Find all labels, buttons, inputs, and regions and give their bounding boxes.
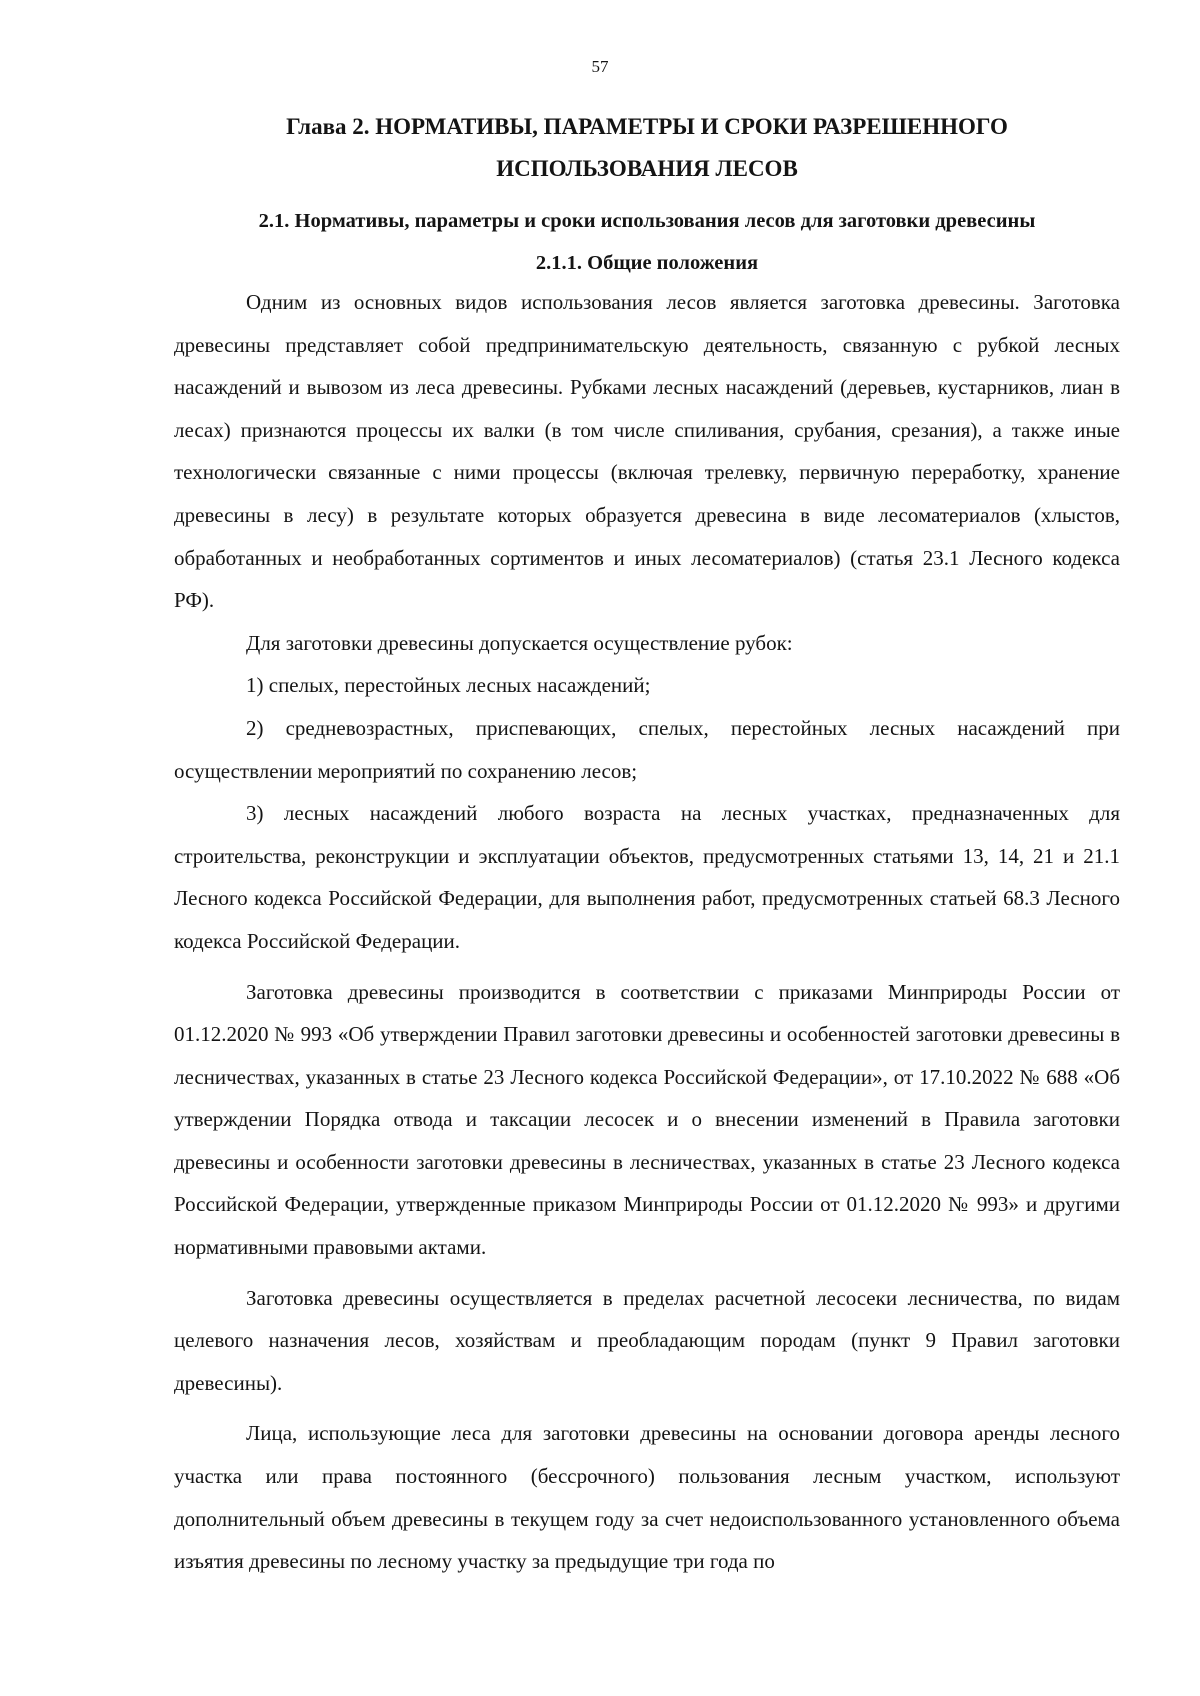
chapter-title-line-2: ИСПОЛЬЗОВАНИЯ ЛЕСОВ — [496, 156, 798, 181]
page-content — [174, 106, 1120, 1583]
chapter-title — [174, 106, 1120, 190]
paragraph-cutting-limits: Заготовка древесины осуществляется в пределах расчетной лесосеки лесничества, по видам целевого назначения лесов, хозяйствам и преобладающим породам (пункт 9 Правил заготовки древесины). — [174, 1285, 1120, 1395]
paragraph-regulations: Заготовка древесины производится в соответствии с приказами Минприроды России от 01.12.2020 № 993 «Об утверждении Правил заготовки древесины и особенностей заготовки древесины в лесничествах, указанных в статье 23 Лесного кодекса Российской Федерации», от 17.10.2022 № 688 «Об утверждении Порядка отвода и таксации лесосек и о внесении изменений в Правила заготовки древесины и особенности заготовки древесины в лесничествах, указанных в статье 23 Лесного кодекса Российской Федерации, утвержденные приказом Минприроды России от 01.12.2020 № 993» и другими нормативными правовыми актами. — [174, 979, 1120, 1260]
paragraph-felling-intro: Для заготовки древесины допускается осуществление рубок: — [246, 630, 793, 655]
list-item-1: 1) спелых, перестойных лесных насаждений; — [246, 673, 651, 698]
page-number: 57 — [591, 57, 609, 76]
paragraph-logging-definition: Одним из основных видов использования лесов является заготовка древесины. Заготовка древесины представляет собой предпринимательскую деятельность, связанную с рубкой лесных насаждений и вывозом из леса древесины. Рубками лесных насаждений (деревьев, кустарников, лиан в лесах) признаются процессы их валки (в том числе спиливания, срубания, срезания), а также иные технологически связанные с ними процессы (включая трелевку, первичную переработку, хранение древесины в лесу) в результате которых образуется древесина в виде лесоматериалов (хлыстов, обработанных и необработанных сортиментов и иных лесоматериалов) (статья 23.1 Лесного кодекса РФ). — [174, 290, 1120, 613]
list-item-3: 3) лесных насаждений любого возраста на лесных участках, предназначенных для строительства, реконструкции и эксплуатации объектов, предусмотренных статьями 13, 14, 21 и 21.1 Лесного кодекса Российской Федерации, для выполнения работ, предусмотренных статьей 68.3 Лесного кодекса Российской Федерации. — [174, 801, 1120, 953]
list-item-2: 2) средневозрастных, приспевающих, спелых, перестойных лесных насаждений при осуществлении мероприятий по сохранению лесов; — [174, 715, 1120, 783]
subsection-title: 2.1.1. Общие положения — [535, 252, 759, 274]
section-title: 2.1. Нормативы, параметры и сроки использования лесов для заготовки древесины — [258, 210, 1036, 232]
chapter-title-line-1: Глава 2. НОРМАТИВЫ, ПАРАМЕТРЫ И СРОКИ РАЗРЕШЕННОГО — [286, 114, 1008, 139]
paragraph-additional-volume: Лица, использующие леса для заготовки древесины на основании договора аренды лесного участка или права постоянного (бессрочного) пользования лесным участком, используют дополнительный объем древесины в текущем году за счет недоиспользованного установленного объема изъятия древесины по лесному участку за предыдущие три года по — [174, 1421, 1120, 1574]
